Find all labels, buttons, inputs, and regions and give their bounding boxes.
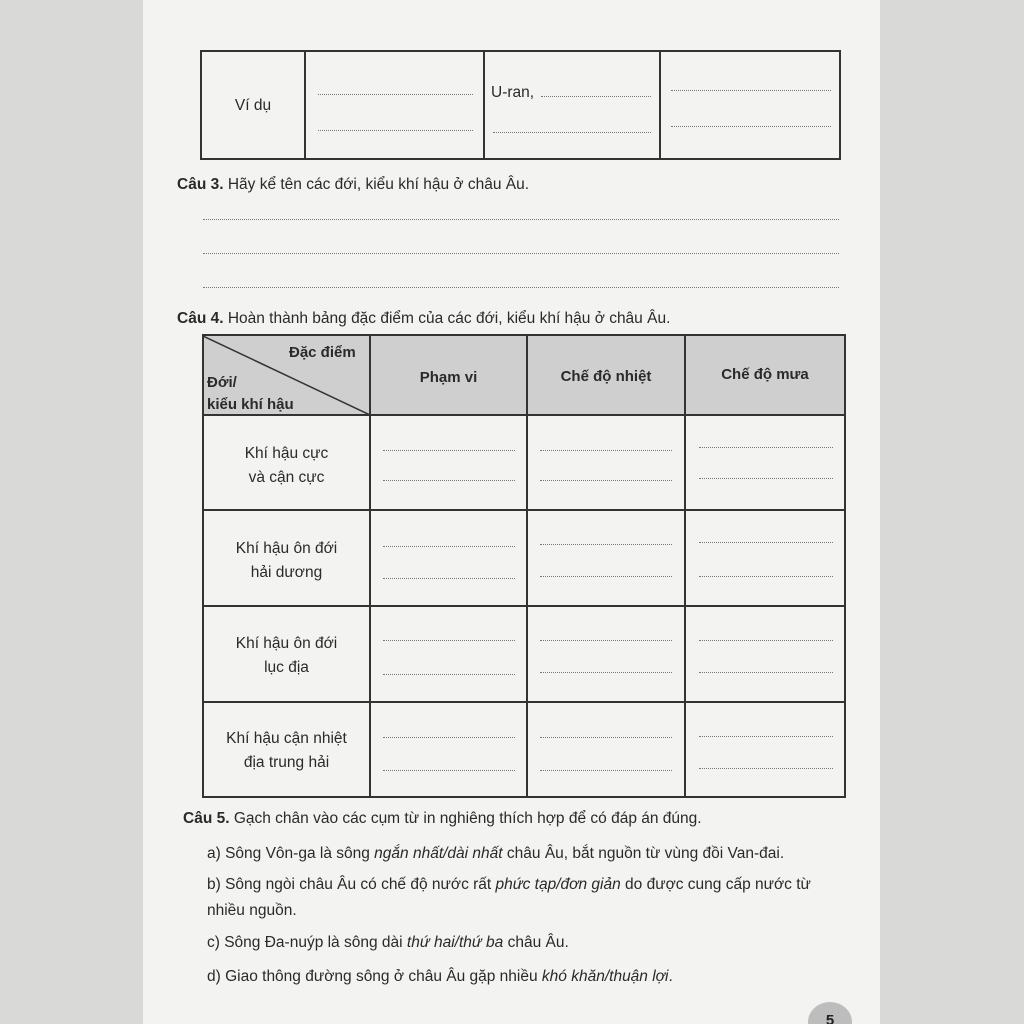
answer-line[interactable] [383, 546, 515, 547]
answer-line[interactable] [699, 768, 833, 769]
answer-line[interactable] [203, 287, 839, 288]
answer-line[interactable] [699, 478, 833, 479]
choice-phrase[interactable]: ngắn nhất/dài nhất [374, 845, 503, 862]
question-number: Câu 3. [177, 176, 224, 193]
answer-line[interactable] [383, 640, 515, 641]
question-4 [177, 310, 670, 328]
answer-line[interactable] [383, 480, 515, 481]
question-text: Hoàn thành bảng đặc điểm của các đới, kiểu khí hậu ở châu Âu. [223, 310, 671, 327]
header-zone-2: kiểu khí hậu [207, 396, 294, 413]
answer-line[interactable] [699, 672, 833, 673]
answer-line[interactable] [383, 450, 515, 451]
answer-line[interactable] [540, 770, 672, 771]
answer-line[interactable] [540, 640, 672, 641]
answer-line[interactable] [699, 640, 833, 641]
answer-line[interactable] [383, 770, 515, 771]
question-3 [177, 176, 529, 194]
column-scope: Phạm vi [419, 369, 478, 386]
answer-line[interactable] [318, 130, 473, 131]
example-cell-text: U-ran, [491, 84, 535, 101]
answer-line[interactable] [540, 737, 672, 738]
statement-c: c) Sông Đa-nuýp là sông dài thứ hai/thứ ba châu Âu. [207, 934, 569, 951]
answer-line[interactable] [699, 447, 833, 448]
statement-d: d) Giao thông đường sông ở châu Âu gặp nhiều khó khăn/thuận lợi. [207, 968, 673, 985]
answer-line[interactable] [699, 576, 833, 577]
column-rainfall: Chế độ mưa [721, 366, 809, 383]
question-number: Câu 4. [177, 310, 224, 327]
page-number: 5 [808, 1002, 852, 1024]
answer-line[interactable] [699, 542, 833, 543]
question-text: Hãy kể tên các đới, kiểu khí hậu ở châu Âu. [223, 176, 530, 193]
answer-line[interactable] [671, 126, 831, 127]
answer-line[interactable] [318, 94, 473, 95]
workbook-page [143, 0, 880, 1024]
row-label-oceanic: Khí hậu ôn đới hải dương [235, 540, 338, 581]
answer-line[interactable] [541, 96, 651, 97]
answer-line[interactable] [540, 576, 672, 577]
row-label-polar: Khí hậu cực và cận cực [244, 445, 329, 486]
question-5 [183, 810, 702, 828]
statement-b: b) Sông ngòi châu Âu có chế độ nước rất phức tạp/đơn giản do được cung cấp nước từ nhiều nguồn. [207, 876, 811, 919]
answer-line[interactable] [383, 674, 515, 675]
choice-phrase[interactable]: thứ hai/thứ ba [406, 934, 504, 951]
row-label-mediterranean: Khí hậu cận nhiệt địa trung hải [226, 730, 347, 771]
answer-line[interactable] [540, 450, 672, 451]
answer-line[interactable] [671, 90, 831, 91]
answer-line[interactable] [540, 480, 672, 481]
column-temperature: Chế độ nhiệt [560, 368, 652, 385]
statement-a: a) Sông Vôn-ga là sông ngắn nhất/dài nhất châu Âu, bắt nguồn từ vùng đồi Van-đai. [207, 845, 785, 862]
example-row-label: Ví dụ [234, 97, 272, 114]
header-features: Đặc điểm [289, 344, 356, 361]
answer-line[interactable] [540, 672, 672, 673]
choice-phrase[interactable]: phức tạp/đơn giản [495, 876, 621, 893]
question-text: Gạch chân vào các cụm từ in nghiêng thích hợp để có đáp án đúng. [229, 810, 702, 827]
answer-line[interactable] [383, 737, 515, 738]
question-number: Câu 5. [183, 810, 230, 827]
answer-line[interactable] [203, 253, 839, 254]
header-zone-1: Đới/ [207, 374, 237, 391]
answer-line[interactable] [540, 544, 672, 545]
answer-line[interactable] [493, 132, 651, 133]
choice-phrase[interactable]: khó khăn/thuận lợi [541, 968, 669, 985]
answer-line[interactable] [699, 736, 833, 737]
row-label-continental: Khí hậu ôn đới lục địa [235, 635, 338, 676]
answer-line[interactable] [203, 219, 839, 220]
answer-line[interactable] [383, 578, 515, 579]
